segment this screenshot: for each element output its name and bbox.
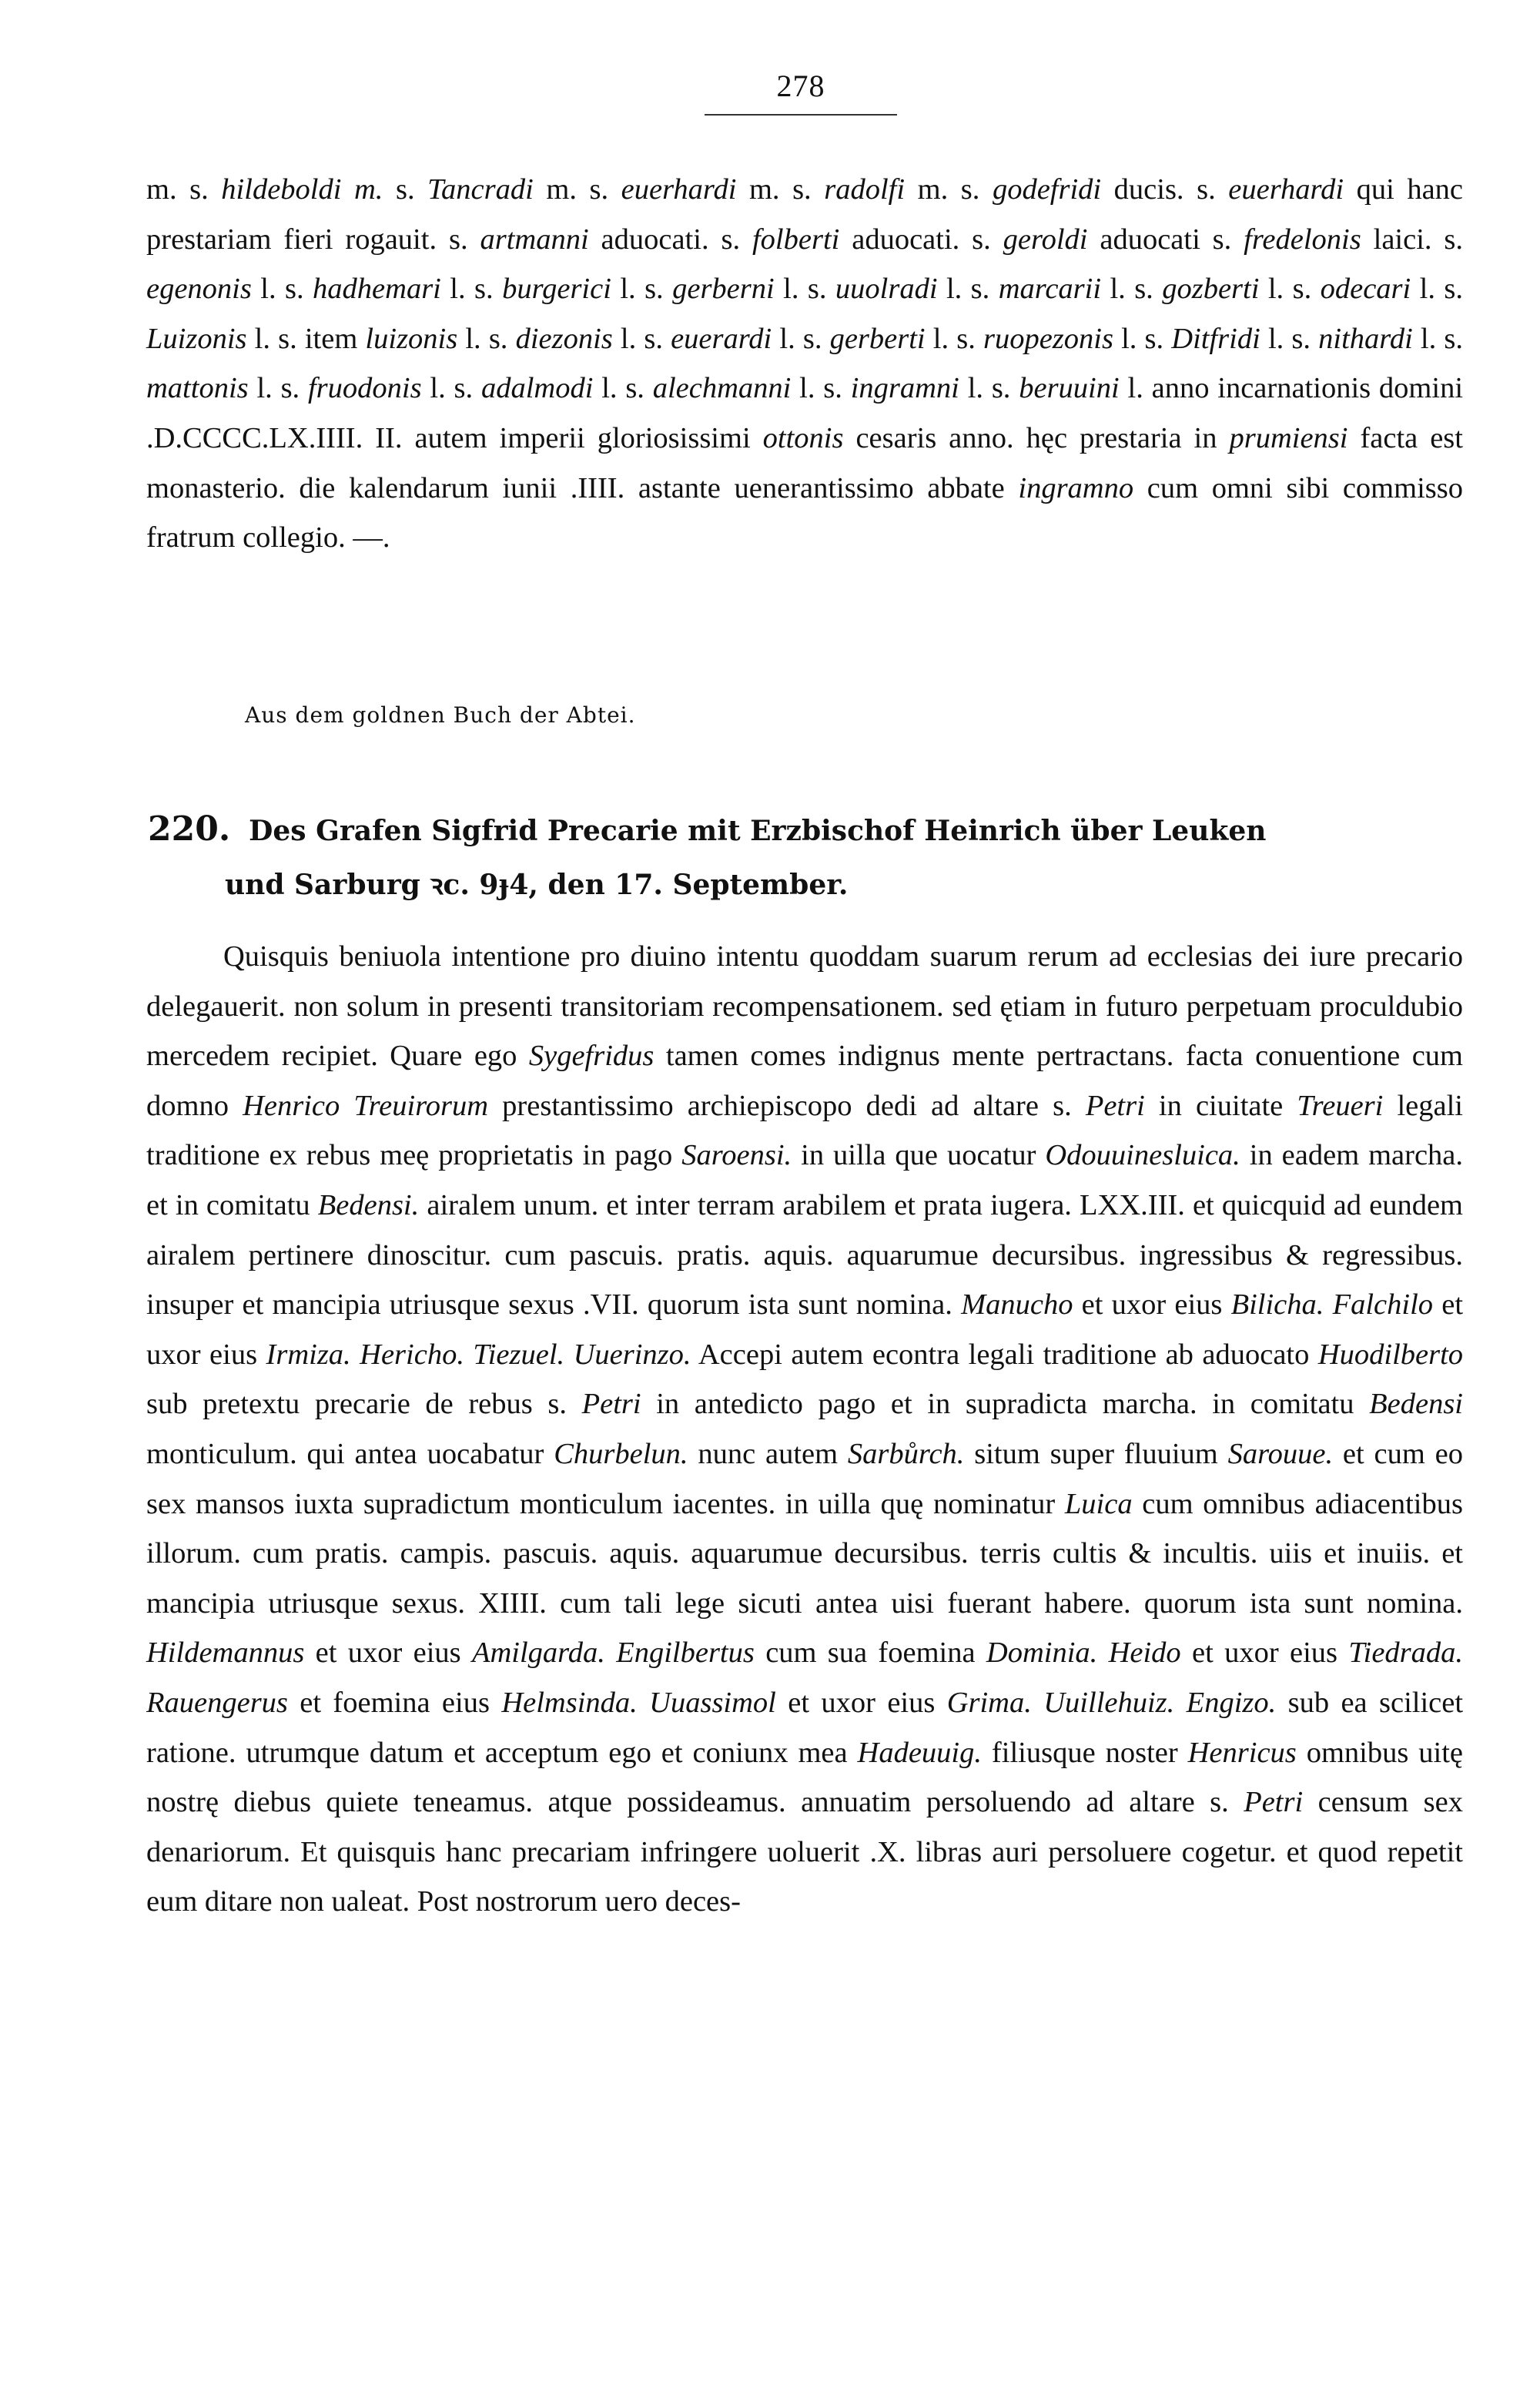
text-run: [1032, 1687, 1043, 1719]
italic-name-run: artmanni: [480, 223, 589, 256]
charter-heading: [148, 802, 1465, 912]
italic-name-run: Odouuinesluica.: [1045, 1139, 1240, 1172]
italic-name-run: uuolradi: [835, 273, 938, 306]
text-run: l. s.: [1101, 273, 1163, 306]
text-run: s.: [383, 173, 428, 206]
text-run: et uxor eius: [146, 1288, 1464, 1371]
italic-name-run: Tiezuel.: [473, 1338, 565, 1371]
source-note: Aus dem goldnen Buch der Abtei.: [245, 702, 636, 728]
italic-name-run: euerhardi: [621, 173, 737, 206]
italic-name-run: hildeboldi m.: [221, 173, 383, 206]
italic-name-run: mattonis: [146, 372, 249, 405]
italic-name-run: diezonis: [515, 322, 613, 355]
italic-name-run: Huodilberto: [1317, 1338, 1464, 1371]
italic-name-run: geroldi: [1003, 223, 1088, 256]
text-run: et uxor eius: [775, 1686, 947, 1719]
text-run: l. s.: [1113, 322, 1172, 355]
italic-name-run: Uuillehuiz.: [1043, 1686, 1175, 1719]
text-run: cum sua foemina: [754, 1637, 986, 1670]
charter-text-paragraph: [146, 932, 1463, 1927]
text-run: [351, 1338, 360, 1371]
italic-name-run: Luizonis: [146, 322, 247, 355]
text-run: nunc autem: [688, 1437, 848, 1470]
italic-name-run: Hildemannus: [146, 1637, 305, 1670]
italic-name-run: ingramni: [850, 372, 959, 405]
text-run: [564, 1338, 573, 1371]
text-run: m. s.: [736, 173, 825, 206]
italic-name-run: Grima.: [946, 1686, 1032, 1719]
text-run: l. s.: [772, 322, 830, 355]
italic-name-run: luizonis: [365, 322, 458, 355]
italic-name-run: Dominia.: [986, 1637, 1098, 1670]
italic-name-run: Tancradi: [427, 173, 534, 206]
italic-name-run: Hadeuuig.: [857, 1736, 982, 1769]
text-run: qui hanc prestariam fieri rogauit. s.: [146, 173, 1464, 256]
text-run: et foemina eius: [287, 1686, 502, 1719]
italic-name-run: Bedensi: [1369, 1388, 1463, 1421]
text-run: in antedicto pago et in supradicta marcha. in comitatu: [641, 1388, 1370, 1421]
text-run: omnibus uitę nostrę diebus quiete teneamus. atque possideamus. annuatim persoluendo ad altare s.: [146, 1736, 1464, 1819]
text-run: [605, 1637, 616, 1669]
text-run: filiusque noster: [982, 1736, 1188, 1769]
text-run: legali traditione ex rebus meę proprietatis in pago: [146, 1089, 1463, 1172]
text-run: in uilla que uocatur: [792, 1139, 1046, 1172]
text-run: l. s.: [774, 273, 835, 306]
text-run: l. s.: [1260, 322, 1319, 355]
text-run: l. s.: [248, 372, 308, 405]
witness-list-paragraph: [146, 165, 1463, 563]
text-run: [1174, 1687, 1186, 1719]
italic-name-run: Hericho.: [360, 1338, 464, 1371]
italic-name-run: Engilbertus: [616, 1637, 755, 1670]
text-run: l. s.: [1259, 273, 1321, 306]
italic-name-run: Churbelun.: [554, 1437, 688, 1470]
charter-title-line-1: Des Grafen Sigfrid Precarie mit Erzbischof Heinrich über Leuken: [249, 815, 1267, 847]
page-number: 278: [776, 69, 825, 103]
text-run: l. s.: [611, 273, 673, 306]
text-run: in ciuitate: [1144, 1089, 1297, 1122]
text-run: monticulum. qui antea uocabatur: [146, 1437, 554, 1470]
text-run: l. anno incarnationis domini .D.CCCC.LX.IIII. II. autem imperii gloriosissimi: [146, 372, 1464, 454]
text-run: l. s.: [251, 273, 313, 306]
italic-name-run: egenonis: [146, 273, 252, 306]
text-run: ducis. s.: [1101, 173, 1229, 206]
text-run: aduocati. s.: [839, 223, 1003, 256]
text-run: l. s.: [925, 322, 983, 355]
text-run: l. s.: [421, 372, 481, 405]
italic-name-run: Sarbůrch.: [847, 1437, 965, 1470]
text-run: l. s.: [457, 322, 516, 355]
italic-name-run: folberti: [752, 223, 840, 256]
text-run: in eadem marcha. et in comitatu: [146, 1139, 1463, 1221]
italic-name-run: Treueri: [1297, 1089, 1384, 1122]
page-number-rule: [705, 114, 897, 116]
italic-name-run: Manucho: [961, 1288, 1073, 1322]
italic-name-run: beruuini: [1019, 372, 1120, 405]
text-run: m. s.: [146, 173, 222, 206]
italic-name-run: Bedensi.: [317, 1188, 420, 1221]
italic-name-run: fruodonis: [307, 372, 422, 405]
text-run: l. s.: [791, 372, 851, 405]
italic-name-run: Amilgarda.: [471, 1637, 605, 1670]
italic-name-run: ruopezonis: [983, 322, 1113, 355]
italic-name-run: hadhemari: [313, 273, 441, 306]
text-run: et uxor eius: [304, 1637, 472, 1670]
italic-name-run: Bilicha.: [1230, 1288, 1324, 1322]
italic-name-run: gerberni: [672, 273, 775, 306]
charter-title-line-2: und Sarburg ꝛc. 9ɟ4, den 17. September.: [225, 869, 849, 901]
text-run: situm super fluuium: [964, 1437, 1228, 1470]
italic-name-run: Luica: [1064, 1487, 1133, 1520]
italic-name-run: ottonis: [762, 421, 844, 454]
italic-name-run: adalmodi: [480, 372, 594, 405]
italic-name-run: ingramno: [1018, 471, 1134, 504]
text-run: censum sex denariorum. Et quisquis hanc precariam infringere uoluerit .X. libras auri persoluere cogetur. et quod repetit eum ditare non ualeat. Post nostrorum uero deces-: [146, 1786, 1463, 1918]
text-run: l. s. item: [246, 322, 366, 355]
italic-name-run: Petri: [1244, 1786, 1304, 1819]
text-run: aduocati. s.: [588, 223, 752, 256]
text-run: Quisquis beniuola intentione pro diuino intentu quoddam suarum rerum ad ecclesias dei iure precario delegauerit. non solum in presenti transitoriam recompensationem. sed ętiam in futuro perpetuam proculdubio mercedem recipiet. Quare ego: [146, 940, 1463, 1073]
italic-name-run: Rauengerus: [146, 1686, 288, 1719]
text-run: tamen comes indignus mente pertractans. facta conuentione cum domno: [146, 1040, 1463, 1122]
text-run: et uxor eius: [1073, 1288, 1231, 1322]
text-run: l. s.: [937, 273, 999, 306]
italic-name-run: marcarii: [998, 273, 1102, 306]
charter-number: 220.: [148, 809, 231, 849]
italic-name-run: Henrico Treuirorum: [243, 1089, 489, 1122]
text-run: facta est monasterio. die kalendarum iunii .IIII. astante uenerantissimo abbate: [146, 421, 1463, 504]
italic-name-run: Henricus: [1187, 1736, 1297, 1769]
italic-name-run: Ditfridi: [1171, 322, 1260, 355]
text-run: l. s.: [593, 372, 653, 405]
text-run: l. s.: [1411, 273, 1463, 306]
italic-name-run: Helmsinda.: [501, 1686, 638, 1719]
text-run: et uxor eius: [1180, 1637, 1349, 1670]
text-run: airalem unum. et inter terram arabilem et prata iugera. LXX.III. et quicquid ad eundem airalem pertinere dinoscitur. cum pascuis. pratis. aquis. aquarumue decursibus. ingressibus & regressibus. insuper et mancipia utriusque sexus .VII. quorum ista sunt nomina.: [146, 1188, 1463, 1322]
italic-name-run: gozberti: [1162, 273, 1260, 306]
text-run: [638, 1687, 649, 1719]
italic-name-run: Saroensi.: [681, 1139, 792, 1172]
text-run: laici. s.: [1361, 223, 1464, 256]
text-run: l. s.: [612, 322, 671, 355]
italic-name-run: Uuassimol: [649, 1686, 776, 1719]
text-run: m. s.: [533, 173, 621, 206]
italic-name-run: Sygefridus: [528, 1040, 654, 1073]
text-run: l. s.: [440, 273, 503, 306]
italic-name-run: Sarouue.: [1227, 1437, 1334, 1470]
italic-name-run: nithardi: [1318, 322, 1413, 355]
italic-name-run: alechmanni: [652, 372, 792, 405]
italic-name-run: fredelonis: [1244, 223, 1361, 256]
text-run: [1324, 1288, 1332, 1321]
italic-name-run: Petri: [1085, 1089, 1145, 1122]
text-run: sub pretextu precarie de rebus s.: [146, 1388, 582, 1421]
text-run: sub ea scilicet ratione. utrumque datum et acceptum ego et coniunx mea: [146, 1686, 1464, 1769]
text-run: cum omni sibi commisso fratrum collegio. —.: [146, 471, 1463, 554]
italic-name-run: Irmiza.: [266, 1338, 351, 1371]
italic-name-run: euerhardi: [1228, 173, 1344, 206]
italic-name-run: radolfi: [824, 173, 906, 206]
text-run: aduocati s.: [1087, 223, 1244, 256]
italic-name-run: gerberti: [829, 322, 926, 355]
italic-name-run: prumiensi: [1229, 421, 1348, 454]
italic-name-run: Heido: [1108, 1637, 1181, 1670]
text-run: [464, 1338, 473, 1371]
text-run: Accepi autem econtra legali traditione ab aduocato: [691, 1338, 1318, 1371]
italic-name-run: Uuerinzo.: [573, 1338, 691, 1371]
text-run: [1097, 1637, 1108, 1669]
text-run: cesaris anno. hęc prestaria in: [843, 421, 1230, 454]
text-run: prestantissimo archiepiscopo dedi ad altare s.: [488, 1089, 1086, 1122]
text-run: et cum eo sex mansos iuxta supradictum monticulum iacentes. in uilla quę nominatur: [146, 1437, 1463, 1520]
italic-name-run: Petri: [581, 1388, 641, 1421]
italic-name-run: godefridi: [992, 173, 1102, 206]
italic-name-run: burgerici: [502, 273, 611, 306]
text-run: l. s.: [1412, 322, 1463, 355]
italic-name-run: Tiedrada.: [1348, 1637, 1464, 1670]
text-run: cum omnibus adiacentibus illorum. cum pratis. campis. pascuis. aquis. aquarumue decursibus. terris cultis & incultis. uiis et inuiis. et mancipia utriusque sexus. XIIII. cum tali lege sicuti antea uisi fuerant habere. quorum ista sunt nomina.: [146, 1487, 1463, 1620]
italic-name-run: Engizo.: [1186, 1686, 1277, 1719]
text-run: l. s.: [959, 372, 1019, 405]
italic-name-run: Falchilo: [1332, 1288, 1434, 1322]
text-run: m. s.: [905, 173, 993, 206]
italic-name-run: odecari: [1320, 273, 1411, 306]
italic-name-run: euerardi: [671, 322, 772, 355]
